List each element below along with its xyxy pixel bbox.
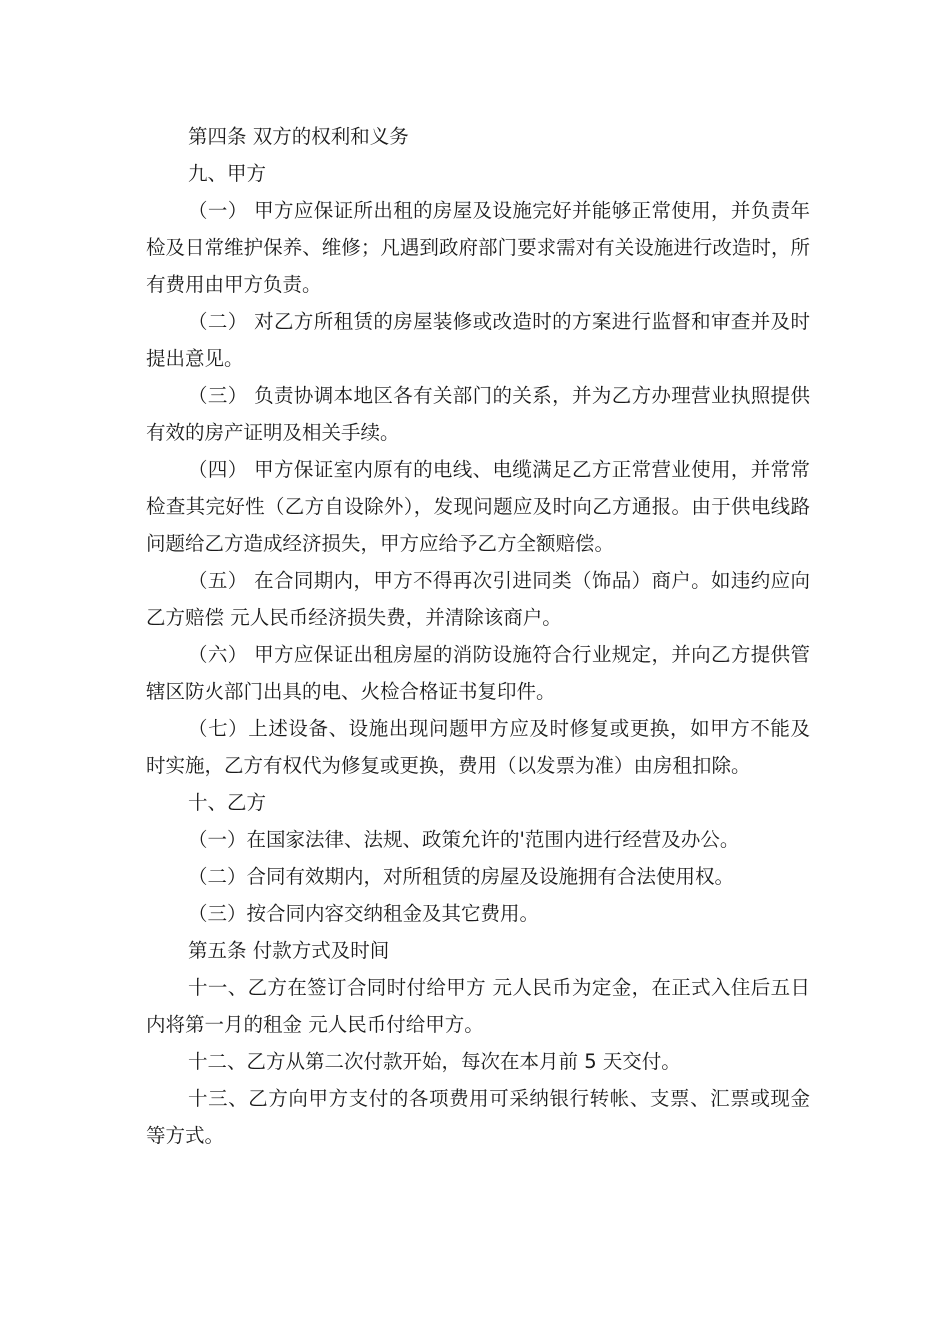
- article-5-heading: 第五条 付款方式及时间: [188, 939, 390, 962]
- section-10-heading: 十、乙方: [188, 791, 267, 814]
- clause-9-7: （七）上述设备、设施出现问题甲方应及时修复或更换，如甲方不能及时实施，乙方有权代为修复或更换，费用（以发票为准）由房租扣除。: [146, 717, 810, 777]
- document-body: [146, 118, 810, 1154]
- clause-9-6: （六） 甲方应保证出租房屋的消防设施符合行业规定，并向乙方提供管辖区防火部门出具的电、火检合格证书复印件。: [146, 643, 810, 703]
- clause-10-3: （三）按合同内容交纳租金及其它费用。: [188, 902, 540, 925]
- clause-10-2: （二）合同有效期内，对所租赁的房屋及设施拥有合法使用权。: [188, 865, 735, 888]
- clause-10-1: （一）在国家法律、法规、政策允许的'范围内进行经营及办公。: [188, 828, 740, 851]
- clause-12: 十二、乙方从第二次付款开始，每次在本月前 5 天交付。: [188, 1050, 681, 1073]
- article-4-heading: 第四条 双方的权利和义务: [188, 125, 409, 148]
- section-9-heading: 九、甲方: [188, 162, 267, 185]
- clause-9-3: （三） 负责协调本地区各有关部门的关系，并为乙方办理营业执照提供有效的房产证明及相关手续。: [146, 384, 810, 444]
- clause-9-5: （五） 在合同期内，甲方不得再次引进同类（饰品）商户。如违约应向乙方赔偿 元人民币经济损失费，并清除该商户。: [146, 569, 810, 629]
- clause-9-1: （一） 甲方应保证所出租的房屋及设施完好并能够正常使用，并负责年检及日常维护保养、维修；凡遇到政府部门要求需对有关设施进行改造时，所有费用由甲方负责。: [146, 199, 810, 296]
- clause-9-2: （二） 对乙方所租赁的房屋装修或改造时的方案进行监督和审查并及时提出意见。: [146, 310, 810, 370]
- clause-11: 十一、乙方在签订合同时付给甲方 元人民币为定金，在正式入住后五日内将第一月的租金 元人民币付给甲方。: [146, 976, 810, 1036]
- clause-9-4: （四） 甲方保证室内原有的电线、电缆满足乙方正常营业使用，并常常检查其完好性（乙方自设除外），发现问题应及时向乙方通报。由于供电线路问题给乙方造成经济损失，甲方应给予乙方全额赔偿。: [146, 458, 810, 555]
- clause-13: 十三、乙方向甲方支付的各项费用可采纳银行转帐、支票、汇票或现金等方式。: [146, 1087, 810, 1147]
